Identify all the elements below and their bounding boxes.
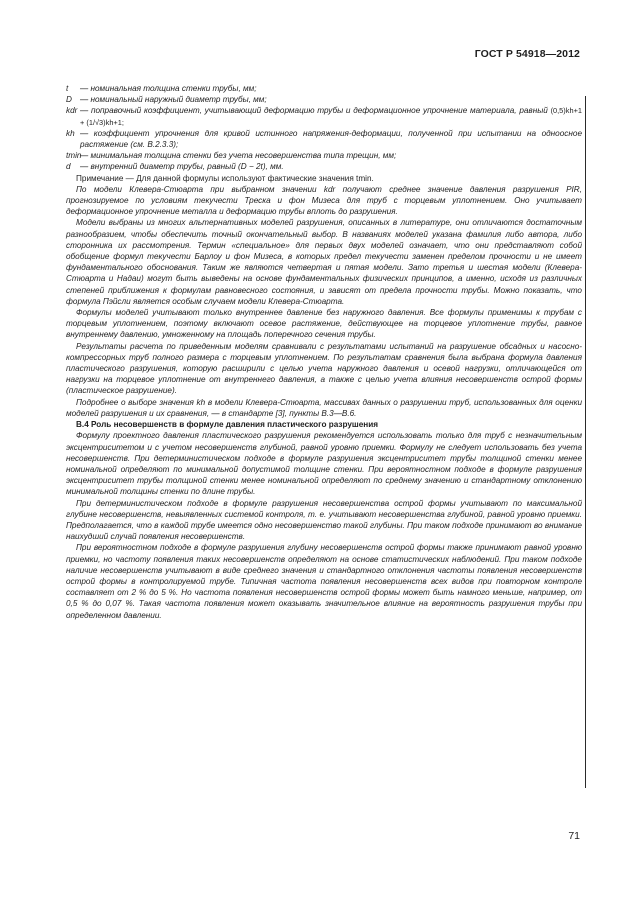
paragraph: При детерминистическом подходе в формуле разрушения несовершенства острой формы учитывают по максимальной глубине несовершенств, невыявленных системой контроля, т. е. учитывают несовершенства глубиной, равной уровню приемки. Предполагается, что в каждой трубе имеется одно несовершенство такой глубины. При таком подходе принимают во внимание наихудший случай появления несовершенств. — [66, 498, 582, 542]
formula: (0,5)kh+1 + (1/√3)kh+1; — [80, 106, 582, 127]
definition-item — [66, 128, 582, 150]
definition-symbol: D — [66, 95, 72, 105]
definition-text: — поправочный коэффициент, учитывающий деформацию трубы и деформационное упрочнение материала, равный — [80, 106, 548, 116]
definition-text-with-formula — [80, 105, 582, 127]
page-content — [66, 83, 582, 621]
paragraph: При вероятностном подходе в формуле разрушения глубину несовершенств острой формы также принимают равной уровню приемки, но частоту появления таких несовершенств определяют на основе статистических наблюдений. При таком подходе наличие несовершенств учитывают в виде среднего значения и стандартного отклонения частоты появления несовершенств острой формы в контролируемой трубе. Типичная частота появления несовершенств всех видов при повторном контроле составляет от 2 % до 5 %. Но частота появления несовершенств острой формы может быть намного меньше, например, от 0,5 % до 0,07 %. Такая частота появления может оказывать значительное влияние на вероятность разрушения трубы при определенном давлении. — [66, 543, 582, 620]
section-heading: В.4 Роль несовершенств в формуле давления пластического разрушения — [76, 420, 379, 430]
standard-header: ГОСТ Р 54918—2012 — [474, 48, 580, 60]
definition-text: — номинальный наружный диаметр трубы, мм; — [80, 95, 267, 105]
definition-item — [66, 94, 582, 105]
definition-item — [66, 161, 582, 172]
definition-text: — внутренний диаметр трубы, равный (D − 2t), мм. — [80, 162, 284, 172]
definition-item — [66, 83, 582, 94]
note: Примечание — Для данной формулы используют фактические значения tmin. — [76, 173, 374, 183]
definition-symbol: kdr — [66, 106, 78, 116]
definition-text: — номинальная толщина стенки трубы, мм; — [80, 84, 257, 93]
definition-symbol: kh — [66, 128, 75, 138]
paragraph: Результаты расчета по приведенным моделям сравнивали с результатами испытаний на разрушение обсадных и насосно-компрессорных труб полного размера с торцевым уплотнением. По результатам сравнения была выбрана формула давления пластического разрушения, которую расширили с целью учета наружного давления и осевой нагрузки, отличающейся от нагрузки на торцевое уплотнение от внутреннего давления, а также с целью учета влияния несовершенств острой формы (пластическое разрушение). — [66, 341, 582, 396]
paragraph: Модели выбраны из многих альтернативных моделей разрушения, описанных в литературе, они отличаются достаточным разнообразием, чтобы обеспечить точный окончательный выбор. В названиях моделей указана фамилия либо автора, либо сторонника их рассмотрения. Термин «специальное» для первых двух моделей означает, что они представляют собой обобщение формул текучести Барлоу и фон Мизеса, в которых предел текучести заменен пределом прочности и не имеет фундаментального обоснования. Таким же являются четвертая и пятая модели. Зато третья и шестая модели (Клевера-Стюарта и Надаи) могут быть выведены на основе фундаментальных физических принципов, а именно, исходя из различных степеней приближения к формулам равновесного состояния, и зависят от предела прочности трубы. Можно показать, что формула Пэйсли является особым случаем модели Клевера-Стюарта. — [66, 218, 582, 306]
page-number: 71 — [568, 830, 580, 842]
definition-item — [66, 150, 582, 161]
definition-text: — коэффициент упрочнения для кривой истинного напряжения-деформации, полученной при испытании на одноосное растяжение (см. В.2.3.3); — [80, 128, 582, 150]
paragraph: Формулу проектного давления пластического разрушения рекомендуется использовать только для труб с незначительным эксцентриситетом и с учетом несовершенств глубиной, равной уровню приемки. Формулу не следует использовать без учета несовершенств. При детерминистическом подходе в формуле разрушения эксцентриситет трубы толщиной стенки менее номинальной определяют по минимальной допустимой толщине стенки. При вероятностном подходе в формуле разрушения эксцентриситет трубы толщиной стенки менее номинальной определяют по среднему значению и стандартному отклонению минимальной толщины стенки по длине трубы. — [66, 431, 582, 497]
paragraph: По модели Клевера-Стюарта при выбранном значении kdr получают среднее значение давления разрушения PIR, прогнозируемое по условиям текучести Треска и фон Мизеса для труб с торцевым уплотнением. Оно учитывает деформационное упрочнение металла и деформацию трубы вплоть до разрушения. — [66, 184, 582, 217]
definition-text: — минимальная толщина стенки без учета несовершенства типа трещин, мм; — [80, 151, 397, 161]
definition-symbol: d — [66, 162, 71, 172]
definition-symbol: tmin — [66, 151, 82, 161]
paragraph: Формулы моделей учитывают только внутреннее давление без наружного давления. Все формулы применимы к трубам с торцевым уплотнением, поэтому включают осевое растяжение, действующее на торцевое уплотнение трубы, равное внутреннему давлению, умноженному на площадь поперечного сечения трубы. — [66, 308, 582, 340]
revision-bar — [585, 96, 586, 788]
paragraph: Подробнее о выборе значения kh в модели Клевера-Стюарта, массивах данных о разрушении труб, использованных для оценки моделей разрушения и их сравнения, — в стандарте [3], пункты В.3—В.6. — [66, 397, 582, 418]
definition-item — [66, 105, 582, 127]
definition-symbol: t — [66, 84, 69, 93]
